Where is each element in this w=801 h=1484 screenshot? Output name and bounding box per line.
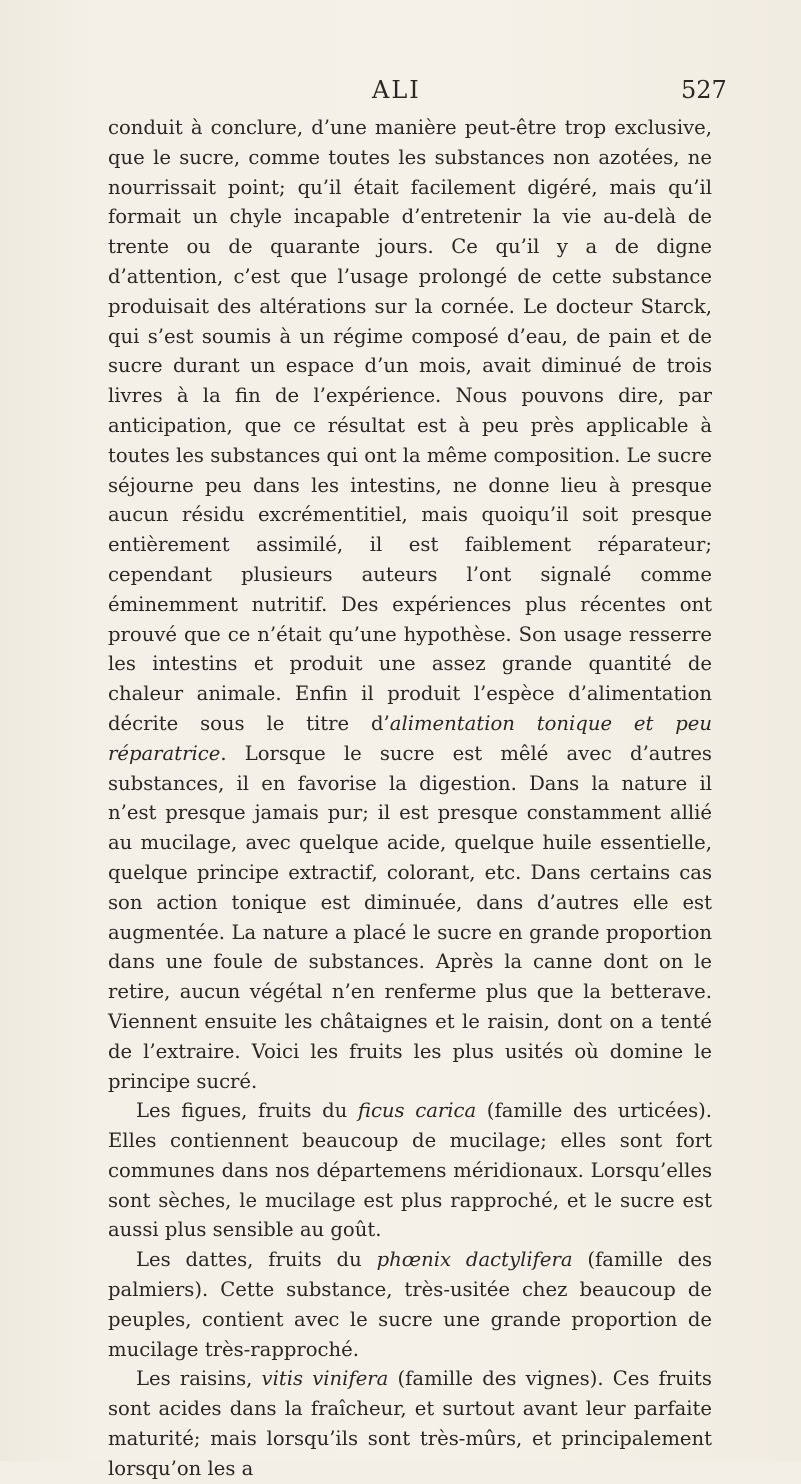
text-run: (famille des urticées). Elles contiennent beaucoup de mucilage; elles sont fort communes dans nos départemens méridionaux. Lorsqu’elles sont sèches, le mucilage est plus rapproché, et le sucre est aussi plus sensible au goût. [108, 1099, 713, 1242]
paragraph [108, 1364, 712, 1483]
text-run: (famille des vignes). Ces fruits sont acides dans la fraîcheur, et surtout avant leur parfaite maturité; mais lorsqu’ils sont très-mûrs, et principalement lorsqu’on les a [108, 1367, 712, 1480]
text-run: conduit à conclure, d’une manière peut-être trop exclusive, que le sucre, comme toutes les substances non azotées, ne nourrissait point; qu’il était facilement digéré, mais qu’il formait un chyle incapable d’entretenir la vie au-delà de trente ou de quarante jours. Ce qu’il y a de digne d’attention, c’est que l’usage prolongé de cette substance produisait des altérations sur la cornée. Le docteur Starck, qui s’est soumis à un régime composé d’eau, de pain et de sucre durant un espace d’un mois, avait diminué de trois livres à la fin de l’expérience. Nous pouvons dire, par anticipation, que ce résultat est à peu près applicable à toutes les substances qui ont la même composition. Le sucre séjourne peu dans les intestins, ne donne lieu à presque aucun résidu excrémentitiel, mais quoiqu’il soit presque entièrement assimilé, il est faiblement réparateur; cependant plusieurs auteurs l’ont signalé comme éminemment nutritif. Des expériences plus récentes ont prouvé que ce n’était qu’une hypothèse. Son usage resserre les intestins et produit une assez grande quantité de chaleur animale. Enfin il produit l’espèce d’alimentation décrite sous le titre d’ [108, 116, 712, 735]
italic-text: ficus carica [357, 1099, 477, 1123]
body-text [108, 113, 712, 1484]
paragraph [108, 113, 712, 1096]
text-run: . Lorsque le sucre est mêlé avec d’autres substances, il en favorise la digestion. Dans la nature il n’est presque jamais pur; il est presque constamment allié au mucilage, avec quelque acide, quelque huile essentielle, quelque principe extractif, colorant, etc. Dans certains cas son action tonique est diminuée, dans d’autres elle est augmentée. La nature a placé le sucre en grande proportion dans une foule de substances. Après la canne dont on le retire, aucun végétal n’en renferme plus que la betterave. Viennent ensuite les châtaignes et le raisin, dont on a tenté de l’extraire. Voici les fruits les plus usités où domine le principe sucré. [108, 741, 712, 1093]
text-run: Les figues, fruits du [136, 1099, 358, 1123]
italic-text: vitis vinifera [261, 1367, 389, 1391]
paragraph [108, 1245, 712, 1364]
text-run: (famille des palmiers). Cette substance, très-usitée chez beaucoup de peuples, contient avec le sucre une grande proportion de mucilage très-rapproché. [108, 1248, 712, 1361]
text-run: Les dattes, fruits du [136, 1248, 377, 1272]
page-header [0, 76, 801, 116]
paragraph [108, 1096, 712, 1245]
running-head: ALI [372, 76, 421, 104]
page-number: 527 [681, 76, 727, 104]
italic-text: phœnix dactylifera [376, 1248, 573, 1272]
text-run: Les raisins, [136, 1367, 262, 1391]
italic-text: alimentation tonique et peu réparatrice [108, 711, 712, 765]
